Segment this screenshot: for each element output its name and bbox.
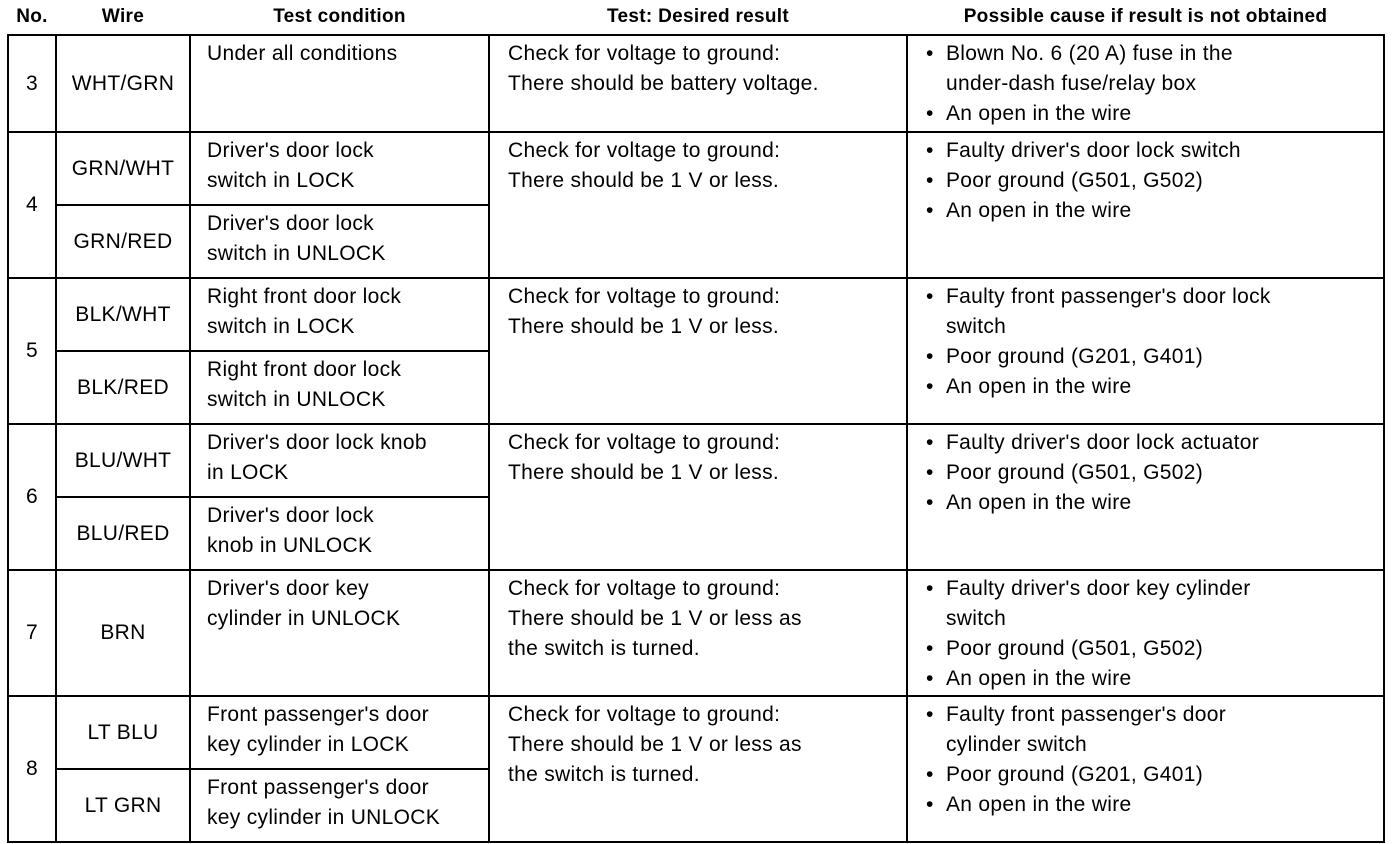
header-no: No. xyxy=(16,6,48,27)
wire-color: BLK/RED xyxy=(56,351,190,424)
desired-result xyxy=(489,696,907,842)
test-number: 3 xyxy=(8,35,56,132)
cause-line: • Faulty driver's door lock actuator xyxy=(946,431,1259,454)
wire-color: GRN/RED xyxy=(56,205,190,278)
possible-causes xyxy=(907,35,1384,132)
wire-color: GRN/WHT xyxy=(56,132,190,205)
condition-line: Under all conditions xyxy=(207,42,398,65)
cause-bullet-item xyxy=(922,428,1383,458)
cause-line: • An open in the wire xyxy=(946,491,1132,514)
result-line: There should be battery voltage. xyxy=(508,72,819,95)
test-condition xyxy=(190,351,489,424)
cause-line: • Poor ground (G501, G502) xyxy=(946,637,1204,660)
possible-causes xyxy=(907,278,1384,424)
possible-causes xyxy=(907,696,1384,842)
cause-bullet-item xyxy=(922,342,1383,372)
header-test-condition: Test condition xyxy=(273,6,406,27)
cause-bullet-item xyxy=(922,282,1383,342)
condition-line: Front passenger's door xyxy=(207,703,429,726)
result-line: Check for voltage to ground: xyxy=(508,577,781,600)
diagnosis-table xyxy=(7,0,1385,843)
cause-line: • Faulty driver's door lock switch xyxy=(946,139,1241,162)
cause-line: • An open in the wire xyxy=(946,375,1132,398)
cause-line: • Faulty front passenger's door xyxy=(946,703,1227,726)
condition-line: knob in UNLOCK xyxy=(207,534,373,557)
result-line: Check for voltage to ground: xyxy=(508,285,781,308)
possible-causes xyxy=(907,570,1384,696)
desired-result xyxy=(489,278,907,424)
condition-line: Driver's door lock xyxy=(207,504,374,527)
test-condition xyxy=(190,35,489,132)
cause-line: • An open in the wire xyxy=(946,667,1132,690)
wire-color: LT BLU xyxy=(56,696,190,769)
header-row xyxy=(8,0,1384,35)
cause-bullet-item xyxy=(922,574,1383,634)
condition-line: switch in LOCK xyxy=(207,315,355,338)
cause-line: • Faulty driver's door key cylinder xyxy=(946,577,1251,600)
condition-line: in LOCK xyxy=(207,461,289,484)
test-condition xyxy=(190,424,489,497)
cause-bullet-item xyxy=(922,760,1383,790)
condition-line: Right front door lock xyxy=(207,285,402,308)
cause-line: • Blown No. 6 (20 A) fuse in the xyxy=(946,42,1233,65)
result-line: There should be 1 V or less. xyxy=(508,169,780,192)
result-line: There should be 1 V or less. xyxy=(508,315,780,338)
cause-bullet-item xyxy=(922,166,1383,196)
cause-bullet-item xyxy=(922,136,1383,166)
cause-line: • An open in the wire xyxy=(946,102,1132,125)
result-line: There should be 1 V or less as xyxy=(508,607,802,630)
result-line: the switch is turned. xyxy=(508,763,700,786)
test-condition xyxy=(190,497,489,570)
result-line: Check for voltage to ground: xyxy=(508,42,781,65)
test-condition xyxy=(190,696,489,769)
condition-line: Front passenger's door xyxy=(207,776,429,799)
condition-line: key cylinder in UNLOCK xyxy=(207,806,441,829)
result-line: Check for voltage to ground: xyxy=(508,139,781,162)
wire-color: BLK/WHT xyxy=(56,278,190,351)
result-line: Check for voltage to ground: xyxy=(508,431,781,454)
wire-color: BLU/RED xyxy=(56,497,190,570)
cause-line: • An open in the wire xyxy=(946,199,1132,222)
possible-causes xyxy=(907,132,1384,278)
table-row xyxy=(8,424,1384,497)
cause-line: • An open in the wire xyxy=(946,793,1132,816)
cause-line: • Faulty front passenger's door lock xyxy=(946,285,1271,308)
test-condition xyxy=(190,132,489,205)
result-line: There should be 1 V or less. xyxy=(508,461,780,484)
test-number: 4 xyxy=(8,132,56,278)
condition-line: key cylinder in LOCK xyxy=(207,733,410,756)
wire-color: BRN xyxy=(56,570,190,696)
cause-line: switch xyxy=(946,607,1007,630)
cause-bullet-item xyxy=(922,790,1383,820)
cause-line: • Poor ground (G501, G502) xyxy=(946,461,1204,484)
cause-line: under-dash fuse/relay box xyxy=(946,72,1197,95)
wire-color: BLU/WHT xyxy=(56,424,190,497)
cause-bullet-item xyxy=(922,458,1383,488)
test-condition xyxy=(190,570,489,696)
cause-bullet-item xyxy=(922,664,1383,694)
table-row xyxy=(8,570,1384,696)
condition-line: Driver's door lock xyxy=(207,139,374,162)
condition-line: switch in UNLOCK xyxy=(207,388,386,411)
test-number: 7 xyxy=(8,570,56,696)
cause-bullet-item xyxy=(922,634,1383,664)
cause-line: • Poor ground (G201, G401) xyxy=(946,763,1204,786)
table-row xyxy=(8,696,1384,769)
condition-line: Driver's door lock knob xyxy=(207,431,427,454)
table-row xyxy=(8,132,1384,205)
test-condition xyxy=(190,278,489,351)
test-number: 8 xyxy=(8,696,56,842)
cause-line: • Poor ground (G501, G502) xyxy=(946,169,1204,192)
cause-bullet-item xyxy=(922,99,1383,129)
cause-line: cylinder switch xyxy=(946,733,1088,756)
result-line: Check for voltage to ground: xyxy=(508,703,781,726)
cause-bullet-item xyxy=(922,196,1383,226)
cause-bullet-item xyxy=(922,700,1383,760)
desired-result xyxy=(489,570,907,696)
header-desired-result: Test: Desired result xyxy=(607,6,789,27)
condition-line: Driver's door lock xyxy=(207,212,374,235)
condition-line: switch in LOCK xyxy=(207,169,355,192)
desired-result xyxy=(489,424,907,570)
header-wire: Wire xyxy=(101,6,145,27)
result-line: There should be 1 V or less as xyxy=(508,733,802,756)
wire-color: WHT/GRN xyxy=(56,35,190,132)
cause-line: • Poor ground (G201, G401) xyxy=(946,345,1204,368)
condition-line: Right front door lock xyxy=(207,358,402,381)
condition-line: cylinder in UNLOCK xyxy=(207,607,401,630)
test-number: 6 xyxy=(8,424,56,570)
possible-causes xyxy=(907,424,1384,570)
desired-result xyxy=(489,35,907,132)
cause-bullet-item xyxy=(922,39,1383,99)
condition-line: Driver's door key xyxy=(207,577,369,600)
table-body xyxy=(8,35,1384,842)
condition-line: switch in UNLOCK xyxy=(207,242,386,265)
test-condition xyxy=(190,769,489,842)
table-row xyxy=(8,278,1384,351)
header-possible-cause: Possible cause if result is not obtained xyxy=(963,6,1328,27)
wire-color: LT GRN xyxy=(56,769,190,842)
cause-bullet-item xyxy=(922,372,1383,402)
table-row xyxy=(8,35,1384,132)
cause-line: switch xyxy=(946,315,1007,338)
test-condition xyxy=(190,205,489,278)
desired-result xyxy=(489,132,907,278)
cause-bullet-item xyxy=(922,488,1383,518)
test-number: 5 xyxy=(8,278,56,424)
result-line: the switch is turned. xyxy=(508,637,700,660)
